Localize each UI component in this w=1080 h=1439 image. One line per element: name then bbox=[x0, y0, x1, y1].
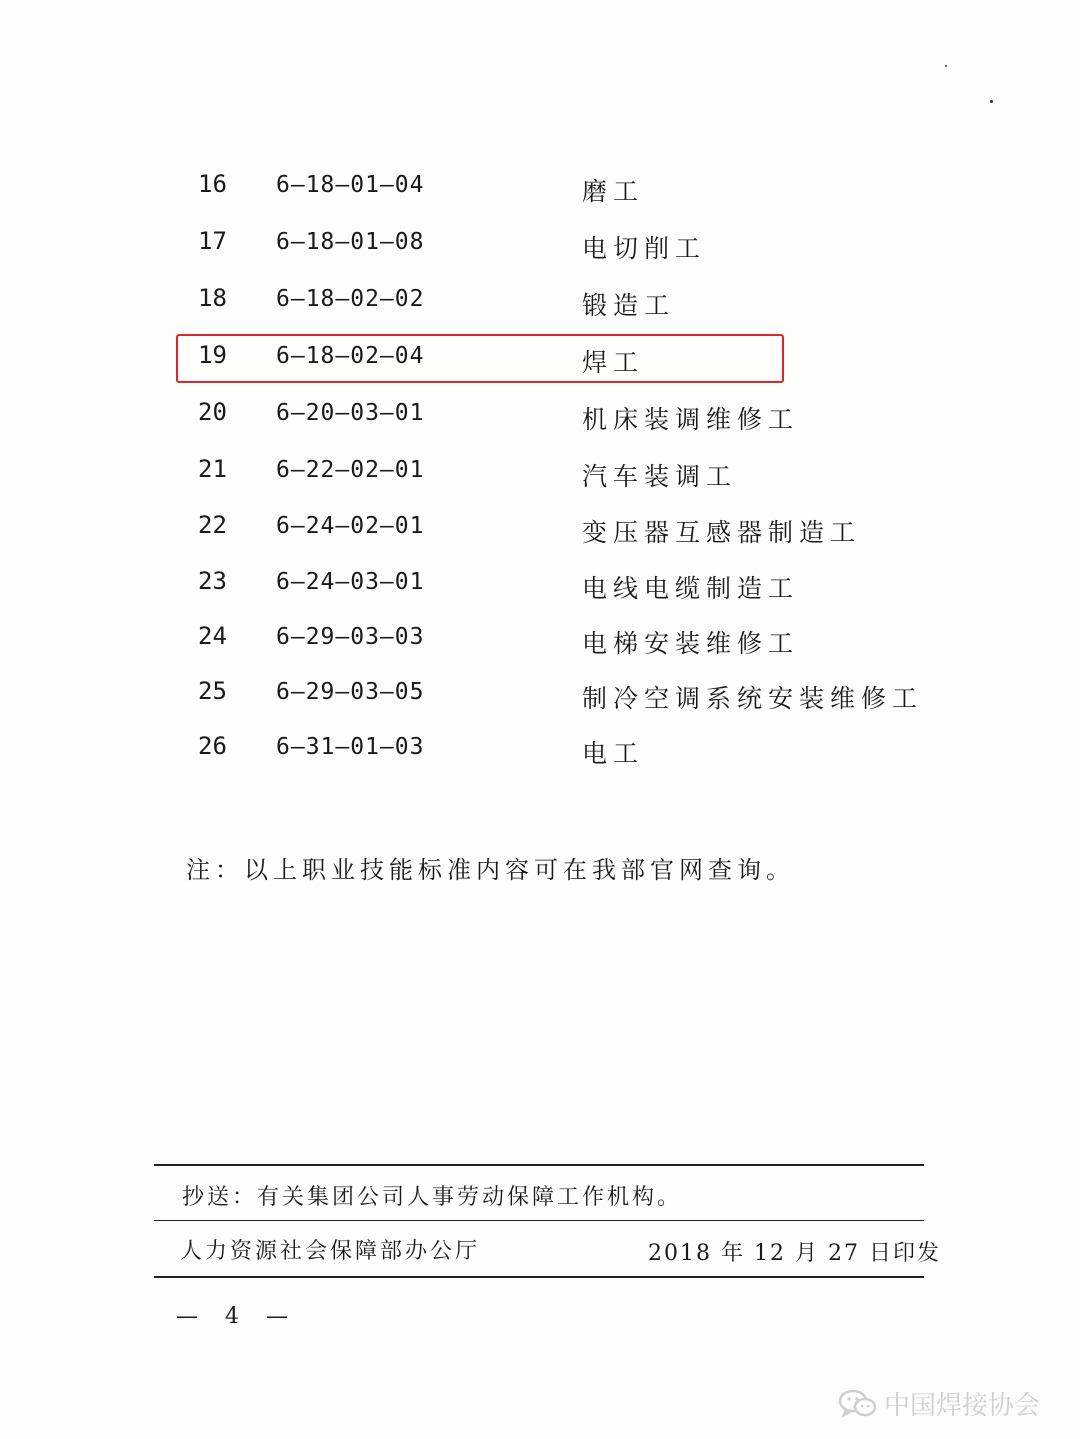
occupation-code: 6—20—03—01 bbox=[276, 400, 425, 426]
occupation-title: 电线电缆制造工 bbox=[582, 574, 800, 603]
watermark bbox=[838, 1385, 1040, 1422]
occupation-title: 汽车装调工 bbox=[582, 462, 738, 491]
watermark-text: 中国焊接协会 bbox=[884, 1391, 1041, 1421]
occupation-code: 6—24—02—01 bbox=[276, 513, 425, 539]
occupation-row bbox=[0, 160, 1080, 216]
highlight-box bbox=[176, 334, 784, 383]
footer-rule-top bbox=[154, 1164, 924, 1166]
occupation-row bbox=[0, 274, 1080, 330]
occupation-title: 磨工 bbox=[582, 177, 645, 206]
occupation-row bbox=[0, 557, 1080, 613]
occupation-row bbox=[0, 722, 1080, 778]
row-number: 16 bbox=[198, 170, 227, 198]
row-number: 21 bbox=[198, 455, 227, 483]
occupation-row bbox=[0, 388, 1080, 444]
row-number: 19 bbox=[198, 341, 227, 369]
note-text: 注：以上职业技能标准内容可在我部官网查询。 bbox=[186, 856, 795, 884]
occupation-title: 制冷空调系统安装维修工 bbox=[582, 684, 924, 713]
occupation-title: 锻造工 bbox=[582, 291, 676, 320]
issuer-text: 人力资源社会保障部办公厅 bbox=[180, 1239, 481, 1264]
speck bbox=[945, 65, 947, 67]
occupation-row bbox=[0, 445, 1080, 501]
occupation-title: 电梯安装维修工 bbox=[582, 629, 800, 658]
occupation-row bbox=[0, 612, 1080, 668]
occupation-title: 电工 bbox=[582, 739, 645, 768]
speck bbox=[990, 100, 993, 103]
cc-text: 抄送：有关集团公司人事劳动保障工作机构。 bbox=[182, 1185, 683, 1210]
occupation-row bbox=[0, 667, 1080, 723]
row-number: 17 bbox=[198, 227, 227, 255]
page-number: — 4 — bbox=[176, 1304, 298, 1329]
occupation-code: 6—18—01—04 bbox=[276, 172, 425, 198]
row-number: 22 bbox=[198, 511, 227, 539]
occupation-title: 电切削工 bbox=[582, 234, 707, 263]
wechat-icon bbox=[838, 1388, 878, 1420]
occupation-row bbox=[0, 217, 1080, 273]
occupation-title: 机床装调维修工 bbox=[582, 405, 800, 434]
occupation-row bbox=[0, 501, 1080, 557]
issue-date: 2018 年 12 月 27 日印发 bbox=[648, 1241, 941, 1266]
occupation-code: 6—18—01—08 bbox=[276, 229, 425, 255]
occupation-code: 6—22—02—01 bbox=[276, 457, 425, 483]
occupation-code: 6—29—03—05 bbox=[276, 679, 425, 705]
occupation-code: 6—18—02—02 bbox=[276, 286, 425, 312]
occupation-code: 6—24—03—01 bbox=[276, 569, 425, 595]
footer-rule-bottom bbox=[154, 1276, 924, 1278]
occupation-title: 焊工 bbox=[582, 348, 645, 377]
occupation-code: 6—29—03—03 bbox=[276, 624, 425, 650]
occupation-title: 变压器互感器制造工 bbox=[582, 518, 862, 547]
footer-rule-middle bbox=[154, 1220, 924, 1221]
occupation-code: 6—31—01—03 bbox=[276, 734, 425, 760]
occupation-code: 6—18—02—04 bbox=[276, 343, 425, 369]
row-number: 26 bbox=[198, 732, 227, 760]
row-number: 24 bbox=[198, 622, 227, 650]
row-number: 25 bbox=[198, 677, 227, 705]
row-number: 23 bbox=[198, 567, 227, 595]
row-number: 20 bbox=[198, 398, 227, 426]
row-number: 18 bbox=[198, 284, 227, 312]
